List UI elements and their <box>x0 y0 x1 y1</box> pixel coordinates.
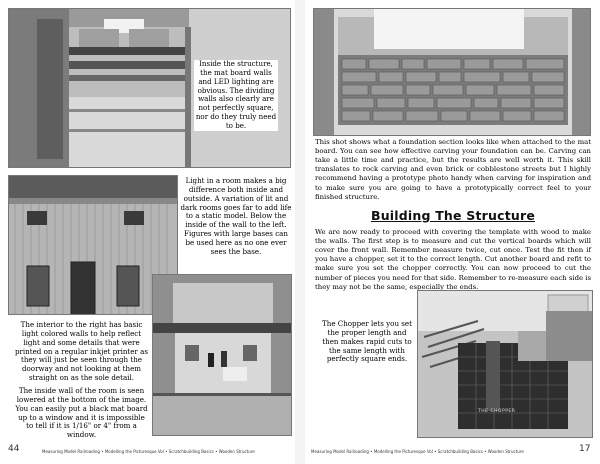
caption-inside-wall: The inside wall of the room is seen lowered at the bottom of the image. You can easily put a black mat board up to a window and it is impossible to tell if it is 1/16" or 4" from a window. <box>15 386 148 440</box>
footer-left: Measuring Model Railroading • Modelling the Picturesque Vol • Scratchbuilding Basics • Wooden Structure <box>42 449 255 454</box>
caption-room-lighting: Light in a room makes a big difference both inside and outside. A variation of lit and dark rooms goes far to add life to a static model. Below the inside of the wall to the left. Figures with large bases can be used here as no one ever sees the base. <box>180 176 292 256</box>
right-page <box>305 0 600 464</box>
foundation-photo <box>313 8 591 136</box>
foundation-image <box>314 9 591 136</box>
building-instructions: We are now ready to proceed with covering the template with wood to make the walls. The first step is to measure and cut the vertical boards which will cover the front wall. Remember measure twice, cut once. Test the fit then if you have a chopper, set it to the correct length. Cut another board and refit to make sure you set the chopper correctly. You can now proceed to cut the number of pieces you need for that side. Remember to re-measure each side is they may not be the same, especially the ends. <box>315 228 591 291</box>
chopper-brand-label: THE CHOPPER <box>478 409 516 414</box>
chopper-photo <box>417 290 593 438</box>
caption-interior-walls: The interior to the right has basic light colored walls to help reflect light and some details that were printed on a regular inkjet printer as they will just be seen through the doorway and not looking at them straight on as the sole detail. <box>14 320 148 383</box>
section-heading: Building The Structure <box>370 208 536 223</box>
page-number-right: 17 <box>579 444 591 454</box>
chopper-image <box>418 291 593 438</box>
interior-room-image <box>153 275 292 436</box>
left-page <box>0 0 295 464</box>
footer-right: Measuring Model Railroading • Modelling the Picturesque Vol • Scratchbuilding Basics • Wooden Structure <box>311 449 524 454</box>
caption-chopper: The Chopper lets you set the proper length and then makes rapid cuts to the same length with perfectly square ends. <box>322 319 412 364</box>
interior-room-photo <box>152 274 292 436</box>
caption-interior-structure: Inside the structure, the mat board walls and LED lighting are obvious. The dividing walls also clearly are not perfectly square, nor do they truly need to be. <box>195 59 277 131</box>
foundation-description: This shot shows what a foundation section looks like when attached to the mat board. You can see how effective carving your foundation can be. Carving can take a little time and practice, but the results are well worth it. This skill translates to rock carving and even brick or cobblestone streets but I highly recommend having a prototype photo handy when carving for inspiration and to make sure you are going to have a prototypically correct feel to your finished structure. <box>315 138 591 201</box>
page-number-left: 44 <box>8 444 20 454</box>
page-gutter <box>295 0 305 464</box>
